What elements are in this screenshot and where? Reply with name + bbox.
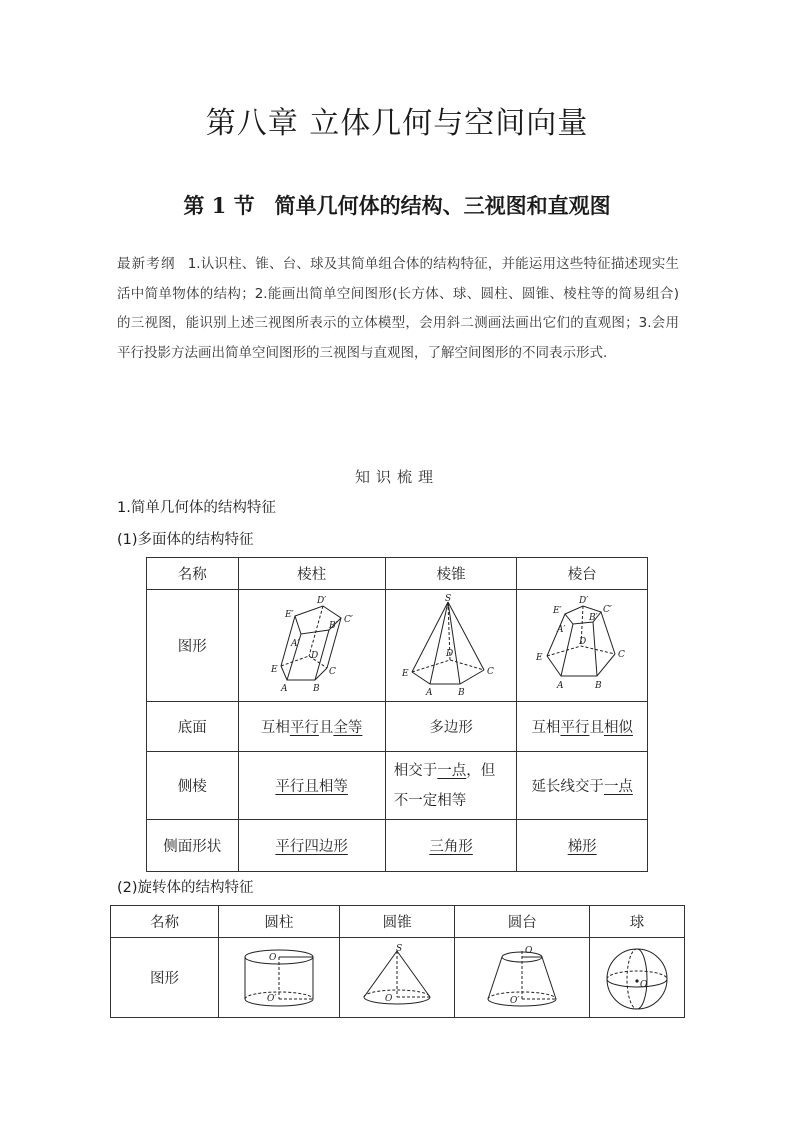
vertex-label: A′	[557, 624, 566, 635]
answer-blank: 一点	[603, 779, 633, 795]
vertex-label: O	[525, 945, 533, 956]
vertex-label: B′	[589, 612, 598, 623]
cone-figure	[352, 943, 442, 1013]
cell-text: 相交于	[393, 762, 438, 779]
pyramid-base: 多边形	[385, 702, 517, 752]
vertex-label: C′	[603, 604, 613, 615]
answer-blank: 相似	[603, 720, 633, 736]
answer-blank: 平行	[289, 720, 319, 736]
prism-base	[238, 702, 385, 752]
knowledge-heading: 知识梳理	[354, 468, 439, 486]
cone-figure-cell	[339, 938, 455, 1018]
pyramid-figure-cell	[385, 590, 517, 702]
chapter-title: 第八章 立体几何与空间向量	[205, 106, 589, 141]
vertex-label: E	[402, 668, 409, 679]
frustum-rot-figure	[472, 943, 572, 1013]
vertex-label: O′	[266, 993, 277, 1004]
header-cone: 圆锥	[339, 906, 455, 938]
vertex-label: E′	[553, 605, 562, 616]
table-row	[111, 938, 685, 1018]
vertex-label: S	[445, 593, 452, 604]
vertex-label: S	[396, 943, 403, 954]
lateral-edge-label: 侧棱	[147, 752, 239, 820]
frustum-lateral-face	[517, 820, 648, 872]
answer-blank: 梯形	[567, 839, 597, 855]
vertex-label: D	[579, 636, 587, 647]
rotation-heading: (2)旋转体的结构特征	[117, 880, 254, 896]
table-row	[147, 590, 648, 702]
pyramid-lateral-face	[385, 820, 517, 872]
base-label: 底面	[147, 702, 239, 752]
sphere-figure	[597, 943, 677, 1013]
vertex-label: D	[446, 648, 454, 659]
vertex-label: O	[640, 979, 648, 990]
vertex-label: D′	[579, 595, 589, 606]
vertex-label: O	[385, 993, 393, 1004]
cylinder-figure	[234, 943, 324, 1013]
answer-blank: 三角形	[429, 839, 473, 855]
section-number: 第 1 节	[183, 193, 255, 218]
vertex-label: B	[458, 687, 465, 698]
header-cylinder: 圆柱	[219, 906, 340, 938]
frustum-rot-figure-cell	[455, 938, 590, 1018]
vertex-label: O	[268, 952, 277, 963]
table-row	[147, 820, 648, 872]
sphere-figure-cell	[590, 938, 685, 1018]
cell-text: 延长线交于	[531, 779, 604, 795]
part1-heading: 1.简单几何体的结构特征	[117, 500, 276, 516]
prism-figure	[257, 594, 367, 698]
cell-text: 且	[318, 720, 334, 736]
answer-blank: 一点	[437, 762, 467, 779]
header-frustum: 圆台	[455, 906, 590, 938]
lateral-face-label: 侧面形状	[147, 820, 239, 872]
vertex-label: E	[536, 652, 543, 663]
answer-blank: 平行	[560, 720, 590, 736]
frustum-figure	[527, 594, 637, 698]
vertex-label: E	[270, 664, 278, 675]
cell-text: 互相	[260, 720, 290, 736]
header-pyramid: 棱锥	[385, 558, 517, 590]
prism-lateral-face	[238, 820, 385, 872]
vertex-label: B	[312, 683, 320, 694]
header-prism: 棱柱	[238, 558, 385, 590]
vertex-label: C	[618, 649, 626, 660]
vertex-label: B′	[328, 620, 338, 631]
frustum-lateral-edge	[517, 752, 648, 820]
table-row	[147, 752, 648, 820]
vertex-label: O′	[510, 995, 520, 1006]
vertex-label: A	[426, 687, 433, 698]
vertex-label: C′	[343, 614, 353, 625]
prism-lateral-edge	[238, 752, 385, 820]
section-title	[0, 190, 794, 220]
figure-label: 图形	[147, 590, 239, 702]
vertex-label: A′	[290, 638, 300, 649]
prism-figure-cell	[238, 590, 385, 702]
vertex-label: D	[310, 650, 318, 661]
table-header-row	[111, 906, 685, 938]
cell-text: 不一定相等	[393, 792, 467, 809]
vertex-label: C	[487, 666, 494, 677]
pyramid-figure	[396, 594, 506, 698]
syllabus-paragraph	[117, 250, 679, 368]
polyhedra-table	[146, 557, 648, 872]
answer-blank: 全等	[333, 720, 363, 736]
cell-text: 互相	[531, 720, 561, 736]
pyramid-lateral-edge	[385, 752, 517, 820]
header-sphere: 球	[590, 906, 685, 938]
header-frustum: 棱台	[517, 558, 648, 590]
vertex-label: A	[557, 680, 564, 691]
header-name: 名称	[147, 558, 239, 590]
figure-label: 图形	[111, 938, 219, 1018]
syllabus-text: 1.认识柱、锥、台、球及其简单组合体的结构特征，并能运用这些特征描述现实生活中简单物体的结构；2.能画出简单空间图形(长方体、球、圆柱、圆锥、棱柱等的简易组合)的三视图，能识别上述三视图所表示的立体模型，会用斜二测画法画出它们的直观图；3.会用平行投影方法画出简单空间图形的三视图与直观图，了解空间图形的不同表示形式.	[117, 256, 679, 361]
center-point	[635, 979, 638, 982]
header-name: 名称	[111, 906, 219, 938]
vertex-label: D′	[316, 595, 326, 606]
vertex-label: A	[280, 683, 288, 694]
section-name: 简单几何体的结构、三视图和直观图	[274, 193, 611, 218]
rotation-table	[110, 905, 685, 1018]
table-row	[147, 702, 648, 752]
vertex-label: C	[328, 666, 336, 677]
table-header-row	[147, 558, 648, 590]
syllabus-label: 最新考纲	[117, 256, 176, 272]
polyhedra-heading: (1)多面体的结构特征	[117, 532, 254, 548]
frustum-figure-cell	[517, 590, 648, 702]
vertex-label: B	[595, 680, 602, 691]
cell-text: 且	[589, 720, 604, 736]
answer-blank: 平行四边形	[275, 839, 348, 855]
vertex-label: E′	[284, 609, 294, 620]
cell-text: ，但	[466, 762, 496, 779]
cylinder-figure-cell	[219, 938, 340, 1018]
answer-blank: 平行且相等	[275, 779, 348, 795]
frustum-base	[517, 702, 648, 752]
